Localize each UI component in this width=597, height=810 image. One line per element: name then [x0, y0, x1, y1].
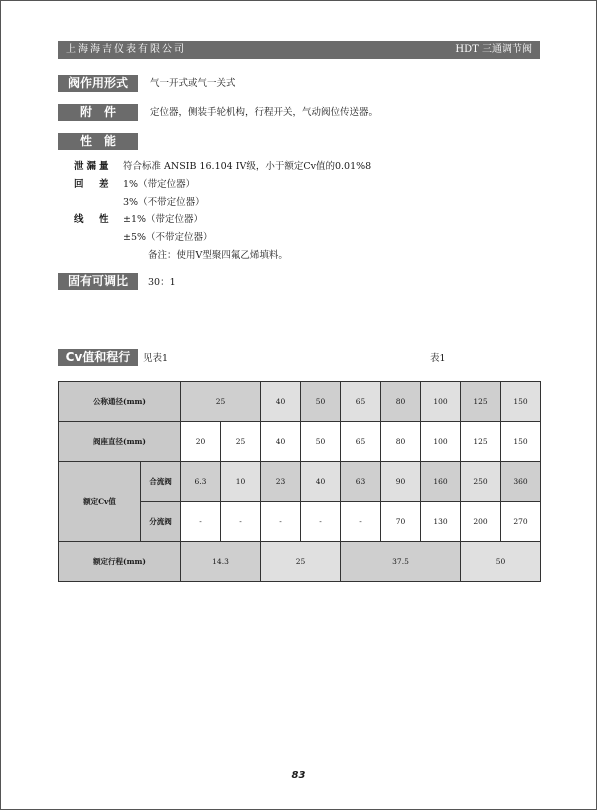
table-cell: - [301, 502, 341, 542]
table-cell: 160 [421, 462, 461, 502]
table-cell: - [341, 502, 381, 542]
table-cell: 63 [341, 462, 381, 502]
linearity-key: 线 性 [74, 214, 112, 225]
action-text: 气一开式或气一关式 [150, 78, 236, 89]
table-cell: 37.5 [341, 542, 461, 582]
merge-valve-label: 合流阀 [141, 462, 181, 502]
accessories-text: 定位器，侧装手轮机构，行程开关，气动阀位传送器。 [150, 107, 379, 118]
table-cell: 50 [461, 542, 541, 582]
table-row [59, 382, 541, 422]
table-cell: 80 [381, 422, 421, 462]
table-cell: 70 [381, 502, 421, 542]
seat-diameter-label: 阀座直径(mm) [59, 422, 181, 462]
table-cell: 25 [261, 542, 341, 582]
rated-cv-label: 额定Cv值 [59, 462, 141, 542]
table-cell: - [181, 502, 221, 542]
table-cell: 200 [461, 502, 501, 542]
table-cell: 6.3 [181, 462, 221, 502]
table-cell: 360 [501, 462, 541, 502]
hysteresis-key: 回 差 [74, 179, 112, 190]
table-cell: 50 [301, 422, 341, 462]
table-cell: 250 [461, 462, 501, 502]
table-cell: 150 [501, 382, 541, 422]
table-cell: 40 [261, 382, 301, 422]
performance-note: 备注：使用V型聚四氟乙烯填料。 [148, 250, 288, 261]
table-cell: 10 [221, 462, 261, 502]
table-row [59, 422, 541, 462]
section-label-accessories: 附 件 [58, 104, 138, 121]
table-cell: 50 [301, 382, 341, 422]
linearity-1: ±1%（带定位器） [123, 214, 204, 225]
table-cell: - [221, 502, 261, 542]
page-header [58, 41, 540, 59]
company-name: 上海海吉仪表有限公司 [66, 44, 186, 55]
table-cell: 40 [301, 462, 341, 502]
table-cell: 270 [501, 502, 541, 542]
see-table-text: 见表1 [143, 353, 169, 364]
table-cell: 125 [461, 422, 501, 462]
table-cell: 23 [261, 462, 301, 502]
product-name: HDT 三通调节阀 [455, 44, 532, 55]
split-valve-label: 分流阀 [141, 502, 181, 542]
table-cell: 14.3 [181, 542, 261, 582]
page-number: 83 [291, 770, 306, 781]
hysteresis-1: 1%（带定位器） [123, 179, 196, 190]
table-cell: 25 [221, 422, 261, 462]
table-cell: 125 [461, 382, 501, 422]
table-cell: 80 [381, 382, 421, 422]
rangeability-text: 30：1 [148, 277, 176, 288]
rated-stroke-label: 额定行程(mm) [59, 542, 181, 582]
section-label-action: 阀作用形式 [58, 75, 138, 92]
table-cell: 25 [181, 382, 261, 422]
section-label-rangeability: 固有可调比 [58, 273, 138, 290]
table-cell: 100 [421, 382, 461, 422]
table-cell: 130 [421, 502, 461, 542]
table-row [59, 542, 541, 582]
cv-stroke-table [58, 381, 541, 582]
section-label-cv: Cv值和程行 [58, 349, 138, 366]
table-row [59, 462, 541, 502]
table-cell: 20 [181, 422, 221, 462]
table-cell: 150 [501, 422, 541, 462]
linearity-2: ±5%（不带定位器） [123, 232, 213, 243]
nominal-size-label: 公称通径(mm) [59, 382, 181, 422]
table-cell: 65 [341, 382, 381, 422]
table-cell: 90 [381, 462, 421, 502]
section-label-performance: 性 能 [58, 133, 138, 150]
table-cell: 65 [341, 422, 381, 462]
table-cell: 100 [421, 422, 461, 462]
leak-key: 泄漏量 [74, 161, 112, 172]
table-title: 表1 [430, 353, 446, 364]
hysteresis-2: 3%（不带定位器） [123, 197, 205, 208]
leak-text: 符合标准 ANSIB 16.104 IV级，小于额定Cv值的0.01%8 [123, 161, 372, 172]
table-cell: 40 [261, 422, 301, 462]
table-cell: - [261, 502, 301, 542]
